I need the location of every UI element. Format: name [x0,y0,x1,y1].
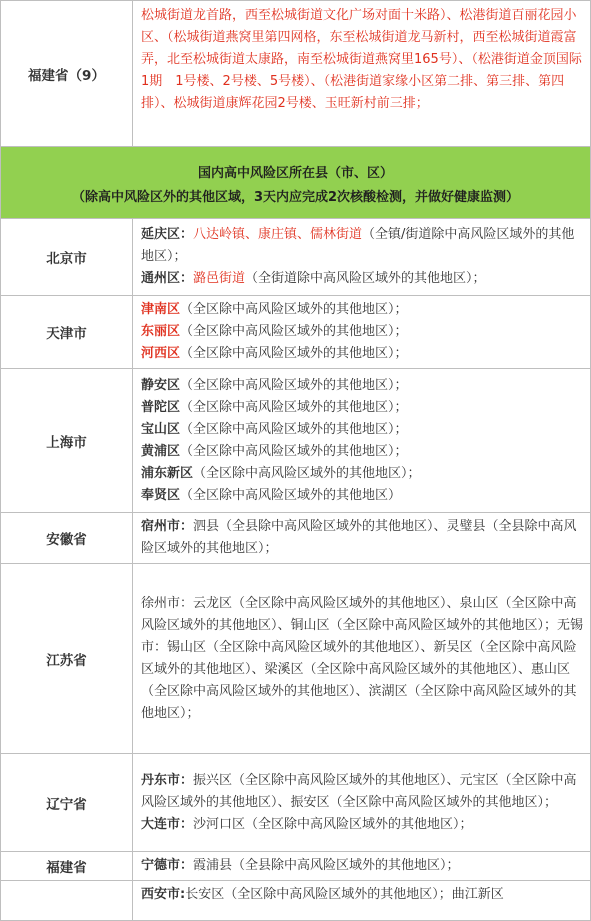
liaoning-content [133,754,591,852]
city-name: 西安市: [141,887,186,902]
province-cell: 上海市 [1,369,133,513]
header-line-2: （除高中风险区外的其他区域，3天内应完成2次核酸检测，并做好健康监测） [71,189,520,205]
province-cell: 天津市 [1,296,133,369]
district-rest: （全区除中高风险区域外的其他地区）； [180,346,408,361]
anhui-content [133,513,591,564]
jiangsu-content: 徐州市：云龙区（全区除中高风险区域外的其他地区）、泉山区（全区除中高风险区域外的其他地区）、铜山区（全区除中高风险区域外的其他地区）；无锡市：锡山区（全区除中高风险区域外的其他地区）、新吴区（全区除中高风险区域外的其他地区）、梁溪区（全区除中高风险区域外的其他地区）、惠山区（全区除中高风险区域外的其他地区）、滨湖区（全区除中高风险区域外的其他地区）； [133,564,591,754]
district-rest: （全区除中高风险区域外的其他地区） [180,487,402,503]
district-rest: （全区除中高风险区域外的其他地区）； [180,399,408,415]
district-name: 普陀区 [141,399,181,415]
fujian-top-text: 松城街道龙首路，西至松城街道文化广场对面十米路）、松港街道百丽花园小区、（松城街道燕窝里第四网格，东至松城街道龙马新村，西至松城街道霞富弄，北至松城街道太康路，南至松城街道燕窝里165号）、（松港街道金顶国际1期 1号楼、2号楼、5号楼）、（松港街道家缘小区第二排、第三排、第四排）、松城街道康辉花园2号楼、玉旺新村前三排； [133,1,591,147]
district-rest: （全区除中高风险区域外的其他地区）； [180,421,408,437]
district-rest: （全区除中高风险区域外的其他地区）； [180,302,408,317]
beijing-row [1,219,591,296]
district-name: 东丽区 [141,324,181,339]
district-rest: （全区除中高风险区域外的其他地区）； [180,443,408,459]
shanghai-row [1,369,591,513]
district-name: 通州区： [141,271,194,286]
fujian-row [1,852,591,881]
city-rest: 长安区（全区除中高风险区域外的其他地区）；曲江新区 [185,887,504,902]
city-name: 大连市： [141,816,194,832]
liaoning-row [1,754,591,852]
district-red-text: 八达岭镇、康庄镇、儒林街道 [193,227,363,242]
city-rest: 振兴区（全区除中高风险区域外的其他地区）、元宝区（全区除中高风险区域外的其他地区）、振安区（全区除中高风险区域外的其他地区）； [141,772,577,810]
province-cell: 福建省 [1,852,133,881]
province-cell: 北京市 [1,219,133,296]
district-rest: （全镇/街道除中高风险区域外的其他地区）； [141,227,575,264]
fujian-content [133,852,591,881]
district-name: 静安区 [141,377,181,393]
beijing-content [133,219,591,296]
city-rest: 沙河口区（全区除中高风险区域外的其他地区）； [193,816,473,832]
anhui-row [1,513,591,564]
city-name: 宁德市： [141,858,194,873]
district-rest: （全区除中高风险区域外的其他地区）； [193,465,421,481]
district-red-text: 潞邑街道 [193,271,246,286]
city-rest: 泗县（全县除中高风险区域外的其他地区）、灵璧县（全县除中高风险区域外的其他地区）； [141,519,577,556]
district-name: 奉贤区 [141,487,181,503]
district-name: 延庆区： [141,227,194,242]
district-name: 宝山区 [141,421,181,437]
city-name: 丹东市： [141,772,194,788]
jiangsu-row [1,564,591,754]
section-header-row [1,147,591,219]
province-cell: 辽宁省 [1,754,133,852]
province-cell [1,881,133,921]
shanghai-content [133,369,591,513]
city-rest: 霞浦县（全县除中高风险区域外的其他地区）； [193,858,460,873]
shaanxi-row [1,881,591,921]
district-rest: （全区除中高风险区域外的其他地区）； [180,377,408,393]
shaanxi-content [133,881,591,921]
district-name: 河西区 [141,346,181,361]
province-cell: 安徽省 [1,513,133,564]
tianjin-row [1,296,591,369]
district-name: 黄浦区 [141,443,181,459]
district-rest: （全区除中高风险区域外的其他地区）； [180,324,408,339]
district-name: 津南区 [141,302,181,317]
section-header [1,147,591,219]
tianjin-content [133,296,591,369]
fujian-top-row [1,1,591,147]
city-name: 宿州市： [141,519,194,534]
province-cell: 福建省（9） [1,1,133,147]
province-cell: 江苏省 [1,564,133,754]
district-name: 浦东新区 [141,465,194,481]
header-line-1: 国内高中风险区所在县（市、区） [197,165,393,181]
district-rest: （全街道除中高风险区域外的其他地区）； [245,271,486,286]
